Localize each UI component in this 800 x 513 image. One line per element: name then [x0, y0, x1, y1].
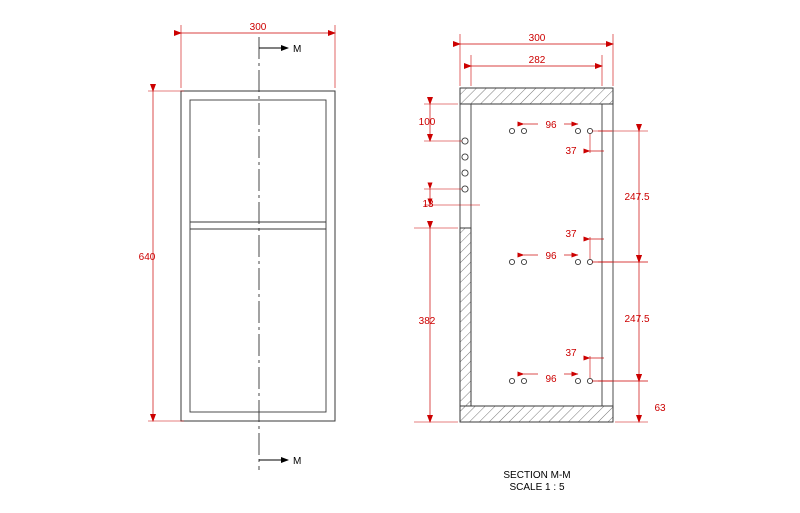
hole: [509, 128, 514, 133]
dim-value: 300: [528, 33, 546, 44]
dim-value: 96: [545, 120, 557, 131]
hole: [521, 128, 526, 133]
dim-section-inner-282: [471, 55, 602, 86]
dim-value: 96: [545, 251, 557, 262]
dim-value: 37: [565, 146, 577, 157]
dim-front-width-300: [181, 22, 335, 88]
hole: [509, 378, 514, 383]
dim-value: 63: [654, 403, 666, 414]
shelf-pin-hole: [462, 138, 468, 144]
dim-value: 300: [249, 22, 267, 33]
section-label-top: M: [293, 44, 302, 55]
dim-hole-96-upper: [524, 120, 578, 131]
bottom-panel-hatched: [460, 406, 613, 422]
dim-lower-spacing-247-5: [592, 262, 650, 381]
dim-hole-37-upper: [565, 134, 604, 157]
hole: [587, 378, 592, 383]
section-view: [414, 33, 666, 422]
section-label-bottom: M: [293, 456, 302, 467]
dim-top-offset-100: [419, 104, 462, 141]
hole: [587, 128, 592, 133]
cabinet-inner-rect: [190, 100, 326, 412]
hole: [509, 259, 514, 264]
dim-lower-height-382: [414, 228, 458, 422]
hole: [575, 128, 580, 133]
dim-value: 13: [422, 199, 434, 210]
dim-hole-37-middle: [565, 229, 604, 259]
hole: [575, 378, 580, 383]
cabinet-outer-rect: [181, 91, 335, 421]
dim-front-height-640: [139, 91, 184, 421]
dim-value: 247.5: [624, 314, 650, 325]
top-panel-hatched: [460, 88, 613, 104]
view-title-block: [503, 470, 570, 493]
dim-value: 37: [565, 229, 577, 240]
front-elevation-view: [139, 22, 335, 470]
hole: [587, 259, 592, 264]
shelf-pin-hole: [462, 154, 468, 160]
view-scale: SCALE 1 : 5: [509, 482, 565, 493]
shelf-pin-hole: [462, 186, 468, 192]
hole: [521, 259, 526, 264]
dim-value: 382: [418, 316, 436, 327]
dim-value: 247.5: [624, 192, 650, 203]
hole: [575, 259, 580, 264]
hole: [521, 378, 526, 383]
shelf-pin-hole: [462, 170, 468, 176]
dim-value: 100: [418, 117, 436, 128]
dim-hole-96-middle: [524, 251, 578, 262]
left-panel-hatched: [460, 228, 471, 406]
dim-value: 282: [528, 55, 546, 66]
dim-value: 640: [138, 252, 156, 263]
dim-hole-96-lower: [524, 374, 578, 385]
dim-hole-37-lower: [565, 348, 604, 378]
dim-value: 96: [545, 374, 557, 385]
view-title: SECTION M-M: [503, 470, 571, 481]
dim-value: 37: [565, 348, 577, 359]
